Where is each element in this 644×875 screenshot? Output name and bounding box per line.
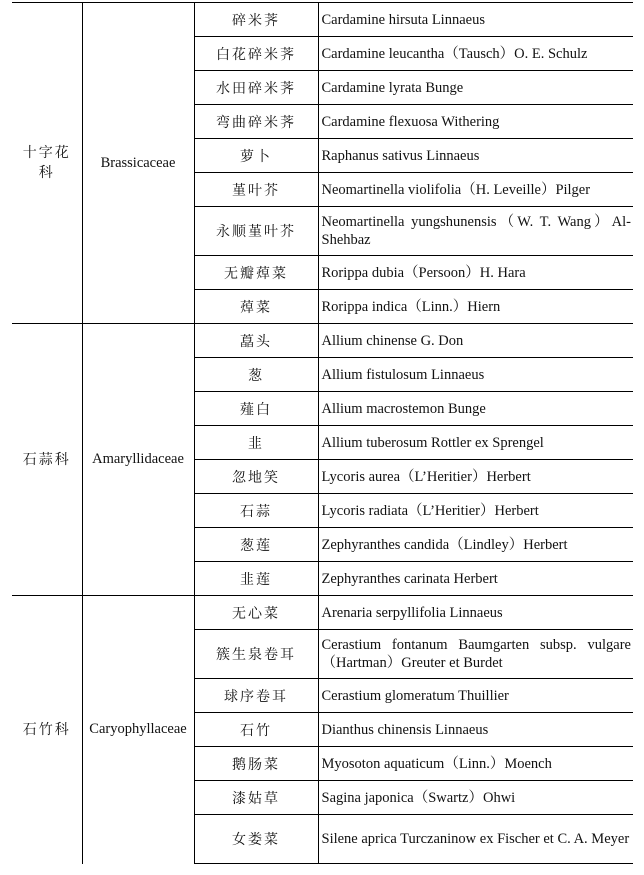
chinese-name: 白花碎米荠 xyxy=(194,37,318,71)
scientific-name: Zephyranthes candida（Lindley）Herbert xyxy=(318,528,633,562)
chinese-name: 水田碎米荠 xyxy=(194,71,318,105)
chinese-name: 葱莲 xyxy=(194,528,318,562)
chinese-name: 女娄菜 xyxy=(194,815,318,864)
chinese-name: 漆姑草 xyxy=(194,781,318,815)
chinese-name: 石蒜 xyxy=(194,494,318,528)
scientific-name: Rorippa dubia（Persoon）H. Hara xyxy=(318,256,633,290)
family-en-cell: Amaryllidaceae xyxy=(82,324,194,596)
scientific-name: Lycoris aurea（L’Heritier）Herbert xyxy=(318,460,633,494)
chinese-name: 无心菜 xyxy=(194,596,318,630)
scientific-name: Silene aprica Turczaninow ex Fischer et C. A. Meyer xyxy=(318,815,633,864)
chinese-name: 韭莲 xyxy=(194,562,318,596)
scientific-name: Sagina japonica（Swartz）Ohwi xyxy=(318,781,633,815)
scientific-name: Allium macrostemon Bunge xyxy=(318,392,633,426)
scientific-name: Myosoton aquaticum（Linn.）Moench xyxy=(318,747,633,781)
scientific-name: Neomartinella yungshunensis（W. T. Wang）Al-Shehbaz xyxy=(318,207,633,256)
chinese-name: 弯曲碎米荠 xyxy=(194,105,318,139)
family-en-cell: Caryophyllaceae xyxy=(82,596,194,864)
chinese-name: 萝卜 xyxy=(194,139,318,173)
scientific-name: Cerastium fontanum Baumgarten subsp. vulgare（Hartman）Greuter et Burdet xyxy=(318,630,633,679)
family-cn-cell: 石竹科 xyxy=(12,596,82,864)
chinese-name: 忽地笑 xyxy=(194,460,318,494)
scientific-name: Rorippa indica（Linn.）Hiern xyxy=(318,290,633,324)
scientific-name: Allium chinense G. Don xyxy=(318,324,633,358)
scientific-name: Raphanus sativus Linnaeus xyxy=(318,139,633,173)
chinese-name: 堇叶芥 xyxy=(194,173,318,207)
chinese-name: 薤白 xyxy=(194,392,318,426)
scientific-name: Arenaria serpyllifolia Linnaeus xyxy=(318,596,633,630)
table-row xyxy=(12,596,633,630)
table-row xyxy=(12,324,633,358)
chinese-name: 碎米荠 xyxy=(194,3,318,37)
scientific-name: Cardamine hirsuta Linnaeus xyxy=(318,3,633,37)
chinese-name: 韭 xyxy=(194,426,318,460)
chinese-name: 鹅肠菜 xyxy=(194,747,318,781)
scientific-name: Zephyranthes carinata Herbert xyxy=(318,562,633,596)
chinese-name: 藠头 xyxy=(194,324,318,358)
scientific-name: Dianthus chinensis Linnaeus xyxy=(318,713,633,747)
scientific-name: Neomartinella violifolia（H. Leveille）Pilger xyxy=(318,173,633,207)
scientific-name: Cardamine leucantha（Tausch）O. E. Schulz xyxy=(318,37,633,71)
chinese-name: 石竹 xyxy=(194,713,318,747)
chinese-name: 蔊菜 xyxy=(194,290,318,324)
chinese-name: 葱 xyxy=(194,358,318,392)
scientific-name: Lycoris radiata（L’Heritier）Herbert xyxy=(318,494,633,528)
family-cn: 十字花科 xyxy=(22,145,71,181)
scientific-name: Cardamine flexuosa Withering xyxy=(318,105,633,139)
family-cn-cell xyxy=(12,3,82,324)
scientific-name: Cerastium glomeratum Thuillier xyxy=(318,679,633,713)
family-cn-cell: 石蒜科 xyxy=(12,324,82,596)
scientific-name: Allium fistulosum Linnaeus xyxy=(318,358,633,392)
chinese-name: 永顺堇叶芥 xyxy=(194,207,318,256)
chinese-name: 无瓣蔊菜 xyxy=(194,256,318,290)
family-en-cell: Brassicaceae xyxy=(82,3,194,324)
chinese-name: 簇生泉卷耳 xyxy=(194,630,318,679)
scientific-name: Allium tuberosum Rottler ex Sprengel xyxy=(318,426,633,460)
chinese-name: 球序卷耳 xyxy=(194,679,318,713)
table-row xyxy=(12,3,633,37)
scientific-name: Cardamine lyrata Bunge xyxy=(318,71,633,105)
species-table xyxy=(12,2,633,864)
